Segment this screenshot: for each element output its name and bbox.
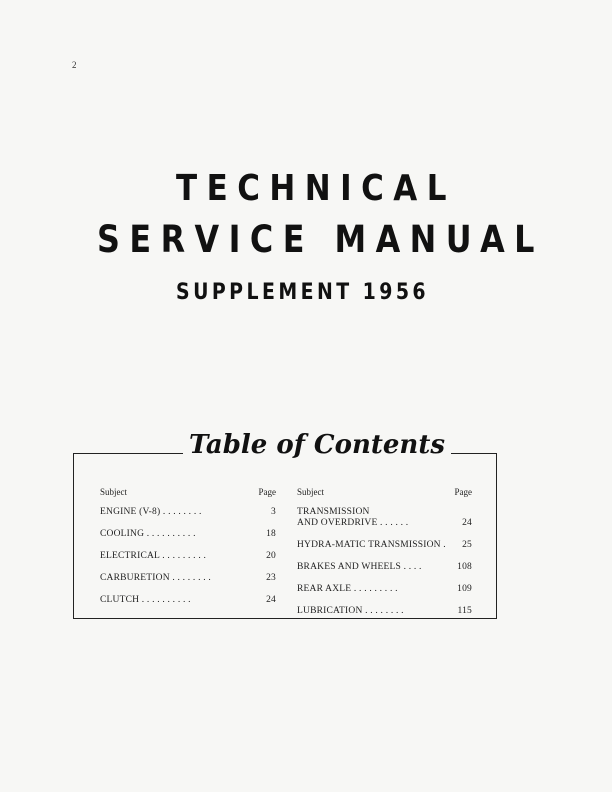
toc-entry-page: 23 [266,573,276,583]
toc-entry [297,606,472,617]
page-header: Page [258,487,276,497]
toc-entry [100,507,276,518]
toc-entry-page: 20 [266,551,276,561]
toc-entry-subject: HYDRA-MATIC TRANSMISSION . [297,540,446,550]
page-number: 2 [72,60,77,70]
title-line-service-manual: SERVICE MANUAL [97,218,544,261]
toc-entry-subject: BRAKES AND WHEELS . . . . [297,562,422,572]
toc-entry [297,562,472,573]
toc-entry [297,507,472,529]
toc-entry-page: 109 [457,584,472,594]
toc-entry-subject: REAR AXLE . . . . . . . . . [297,584,398,594]
toc-entry-subject: LUBRICATION . . . . . . . . [297,606,404,616]
page-header: Page [454,487,472,497]
subject-header: Subject [297,487,324,497]
toc-entry-subject: ENGINE (V-8) . . . . . . . . [100,507,202,517]
toc-entry-page: 18 [266,529,276,539]
toc-right-header [297,487,472,497]
toc-entry [297,540,472,551]
toc-entry-subject: CARBURETION . . . . . . . . [100,573,211,583]
toc-entry [297,584,472,595]
toc-entry-page: 24 [462,518,472,528]
toc-entry-page: 108 [457,562,472,572]
toc-entry-page: 115 [457,606,472,616]
toc-entry-page: 25 [462,540,472,550]
toc-left-header [100,487,276,497]
toc-right-column [297,487,472,628]
toc-entry-subject: ELECTRICAL . . . . . . . . . [100,551,207,561]
toc-entry-page: 3 [271,507,276,517]
toc-entry [100,573,276,584]
toc-entry-subject: TRANSMISSION AND OVERDRIVE . . . . . . [297,507,409,528]
toc-entry [100,551,276,562]
toc-left-column [100,487,276,617]
toc-entry-page: 24 [266,595,276,605]
toc-entry [100,529,276,540]
toc-entry-subject: CLUTCH . . . . . . . . . . [100,595,191,605]
title-line-technical: TECHNICAL [176,168,456,209]
subject-header: Subject [100,487,127,497]
toc-entry-subject: COOLING . . . . . . . . . . [100,529,196,539]
toc-heading: Table of Contents [183,430,451,460]
toc-entry [100,595,276,606]
title-line-supplement: SUPPLEMENT 1956 [176,280,430,305]
